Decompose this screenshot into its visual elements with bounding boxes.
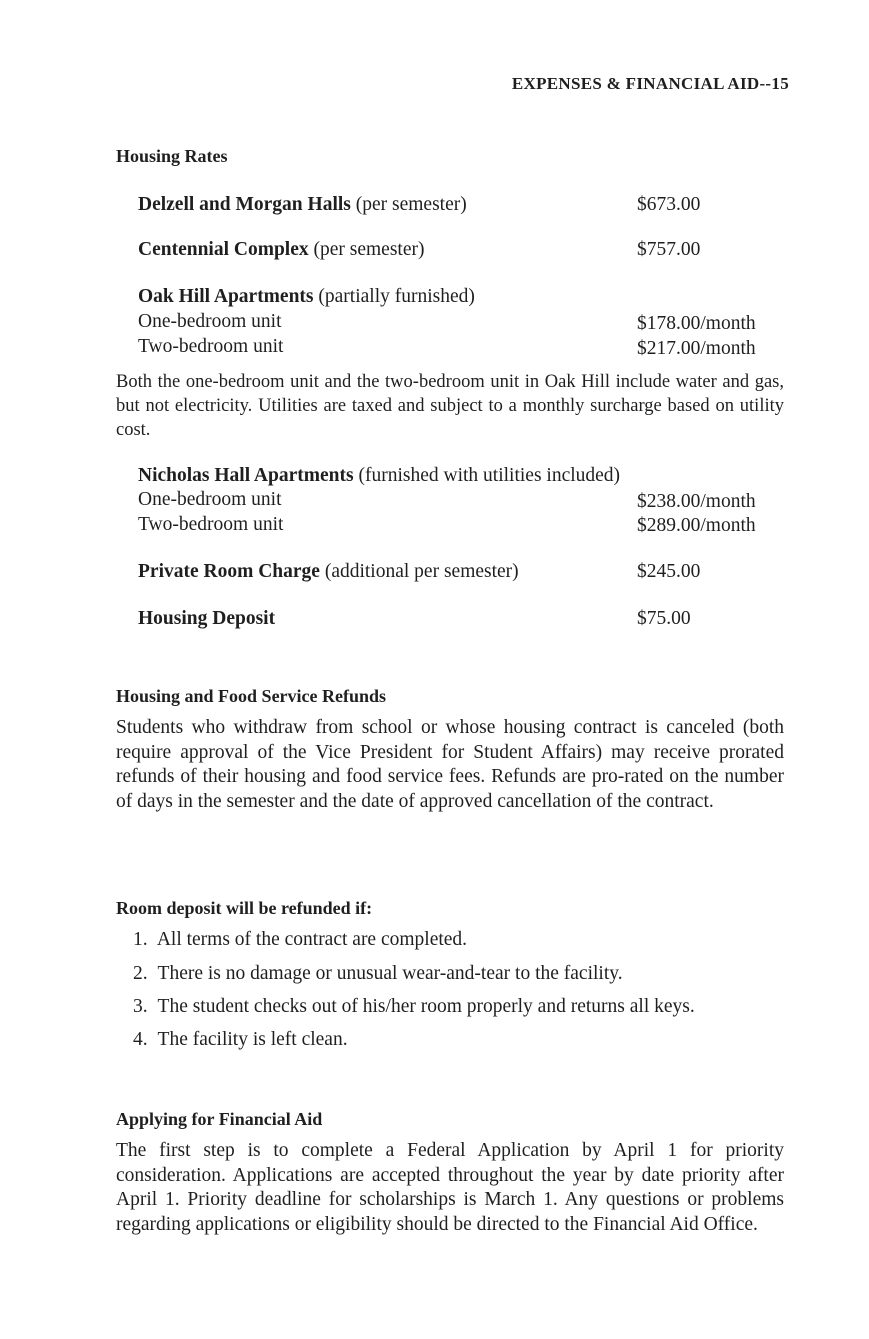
nicholas-row <box>138 465 620 487</box>
list-item-number: 2. <box>133 963 148 984</box>
delzell-name: Delzell and Morgan Halls <box>138 194 351 215</box>
list-item-number: 4. <box>133 1029 148 1050</box>
nicholas-note: (furnished with utilities included) <box>353 465 621 486</box>
private-room-row <box>138 561 519 583</box>
list-item <box>133 929 467 951</box>
financial-aid-heading: Applying for Financial Aid <box>116 1109 323 1129</box>
nicholas-two-bedroom-label: Two-bedroom unit <box>138 514 284 535</box>
oak-hill-note: (partially furnished) <box>313 286 475 307</box>
centennial-row <box>138 239 424 261</box>
list-item <box>133 963 623 985</box>
housing-deposit-price: $75.00 <box>637 608 691 629</box>
list-item-number: 3. <box>133 996 148 1017</box>
housing-deposit-name: Housing Deposit <box>138 608 276 629</box>
delzell-note: (per semester) <box>350 194 467 215</box>
private-room-note: (additional per semester) <box>319 561 519 582</box>
nicholas-name: Nicholas Hall Apartments <box>138 465 354 486</box>
oak-hill-row <box>138 286 475 308</box>
list-item <box>133 1029 348 1051</box>
refunds-body: Students who withdraw from school or whose housing contract is canceled (both require approval of the Vice President for Student Affairs) may receive prorated refunds of their housing and food service fees. Refunds are pro-rated on the number of days in the semester and the date of approved cancellation of the contract. <box>116 717 784 812</box>
oak-hill-two-bedroom-price: $217.00/month <box>637 338 756 359</box>
room-deposit-heading: Room deposit will be refunded if: <box>116 898 373 918</box>
oak-hill-one-bedroom-price: $178.00/month <box>637 313 756 334</box>
list-item-number: 1. <box>133 929 148 950</box>
centennial-name: Centennial Complex <box>138 239 309 260</box>
list-item-text: The student checks out of his/her room properly and returns all keys. <box>157 996 695 1017</box>
list-item-text: The facility is left clean. <box>157 1029 348 1050</box>
delzell-price: $673.00 <box>637 194 701 215</box>
housing-deposit-row <box>138 608 275 630</box>
oak-hill-description: Both the one-bedroom unit and the two-bedroom unit in Oak Hill include water and gas, but not electricity. Utilities are taxed and subject to a monthly surcharge based on utility cost. <box>116 372 784 440</box>
centennial-note: (per semester) <box>308 239 425 260</box>
list-item <box>133 996 695 1018</box>
oak-hill-one-bedroom-label: One-bedroom unit <box>138 311 282 332</box>
nicholas-two-bedroom-price: $289.00/month <box>637 515 756 536</box>
private-room-price: $245.00 <box>637 561 701 582</box>
oak-hill-name: Oak Hill Apartments <box>138 286 314 307</box>
delzell-row <box>138 194 467 216</box>
list-item-text: All terms of the contract are completed. <box>156 929 468 950</box>
nicholas-one-bedroom-price: $238.00/month <box>637 491 756 512</box>
financial-aid-body: The first step is to complete a Federal Application by April 1 for priority consideration. Applications are accepted throughout the year by date priority after April 1. Priority deadline for scholarships is March 1. Any questions or problems regarding applications or eligibility should be directed to the Financial Aid Office. <box>116 1140 784 1235</box>
nicholas-one-bedroom-label: One-bedroom unit <box>138 489 282 510</box>
centennial-price: $757.00 <box>637 239 701 260</box>
private-room-name: Private Room Charge <box>138 561 320 582</box>
refunds-heading: Housing and Food Service Refunds <box>116 686 387 706</box>
housing-rates-heading: Housing Rates <box>116 146 228 166</box>
list-item-text: There is no damage or unusual wear-and-tear to the facility. <box>157 963 623 984</box>
oak-hill-two-bedroom-label: Two-bedroom unit <box>138 336 284 357</box>
running-head: EXPENSES & FINANCIAL AID--15 <box>511 74 789 93</box>
